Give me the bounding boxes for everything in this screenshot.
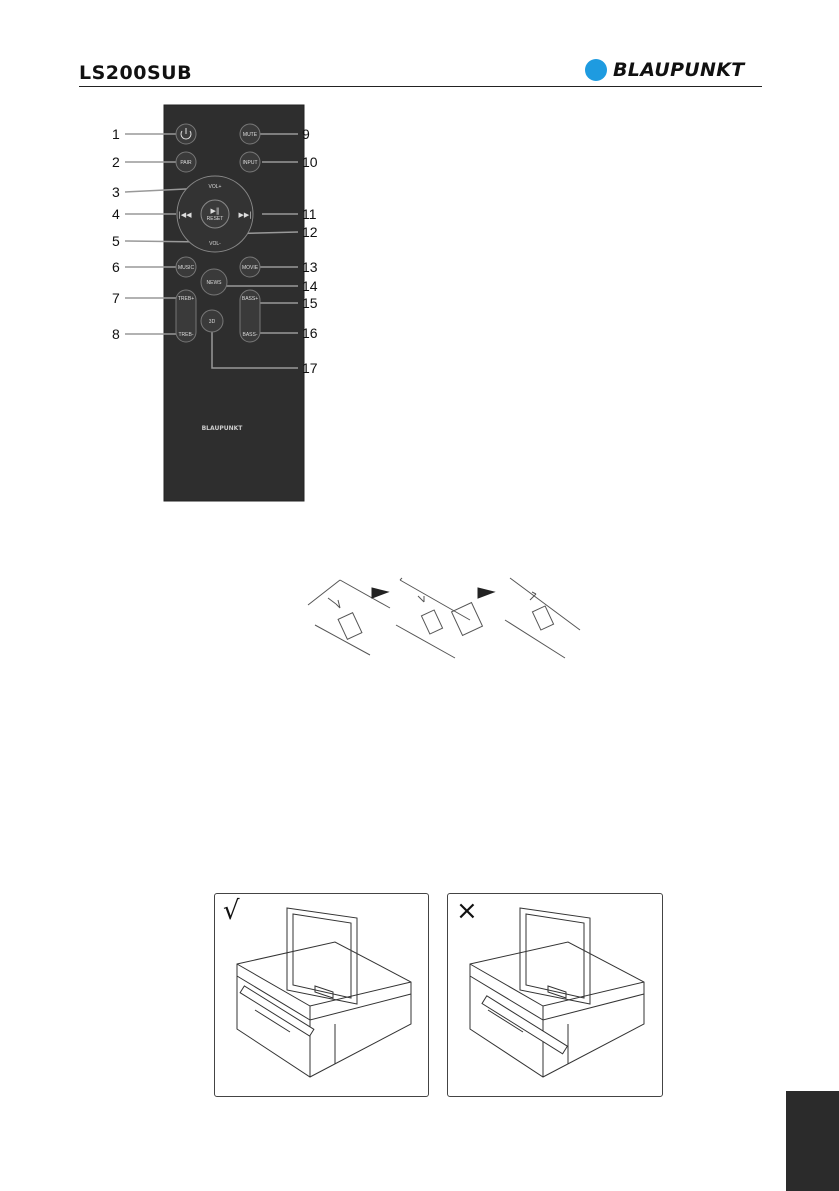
battery-icon-3: [532, 606, 553, 630]
callout-12: 12: [302, 224, 318, 240]
previous-icon: |◀◀: [178, 211, 192, 219]
callout-4: 4: [112, 206, 120, 222]
reset-label: RESET: [206, 216, 224, 222]
correct-placement-panel: [214, 893, 429, 1097]
callout-14: 14: [302, 278, 318, 294]
battery-icon-2: [421, 610, 442, 634]
battery-step-2: [396, 578, 482, 658]
tv-cabinet: [237, 942, 411, 1077]
pair-label: PAIR: [180, 160, 192, 166]
battery-svg: [300, 570, 590, 660]
callout-8: 8: [112, 326, 120, 342]
mute-label: MUTE: [242, 132, 258, 138]
correct-placement-svg: [215, 894, 428, 1096]
callout-17: 17: [302, 360, 318, 376]
model-title: LS200SUB: [79, 62, 193, 84]
brand-name: BLAUPUNKT: [613, 59, 745, 81]
language-tab: [786, 1091, 839, 1191]
battery-detail-box: [452, 603, 483, 636]
remote-svg: [100, 100, 340, 505]
header-rule: [79, 86, 762, 87]
callout-3: 3: [112, 184, 120, 200]
incorrect-placement-svg: [448, 894, 662, 1096]
play-pause-icon: ▶‖: [210, 207, 220, 215]
callout-11: 11: [302, 206, 317, 222]
bass-down-label: BASS-: [242, 332, 258, 338]
cross-icon: ×: [456, 896, 478, 926]
battery-diagram: [300, 570, 590, 660]
input-label: INPUT: [242, 160, 258, 166]
treb-down-label: TREB-: [178, 332, 194, 338]
battery-step-3: [505, 578, 580, 658]
vol-up-label: VOL+: [208, 184, 222, 190]
bass-up-label: BASS+: [241, 296, 259, 302]
callout-16: 16: [302, 325, 318, 341]
callout-1: 1: [112, 126, 120, 142]
arrow-icon: [372, 588, 388, 598]
callout-7: 7: [112, 290, 120, 306]
callout-15: 15: [302, 295, 318, 311]
callout-10: 10: [302, 154, 318, 170]
remote-logo: BLAUPUNKT: [201, 425, 243, 432]
incorrect-placement-panel: [447, 893, 663, 1097]
movie-label: MOVIE: [241, 265, 259, 271]
next-icon: ▶▶|: [238, 211, 252, 219]
vol-down-label: VOL-: [209, 241, 221, 247]
brand-logo: [585, 57, 745, 83]
callout-5: 5: [112, 233, 120, 249]
battery-icon: [338, 613, 362, 640]
music-label: MUSIC: [177, 265, 195, 271]
callout-6: 6: [112, 259, 120, 275]
remote-diagram: [100, 100, 340, 505]
callout-9: 9: [302, 126, 310, 142]
news-label: NEWS: [206, 280, 222, 286]
treb-up-label: TREB+: [177, 296, 195, 302]
arrow-icon-2: [478, 588, 494, 598]
three-d-label: 3D: [208, 319, 216, 325]
callout-2: 2: [112, 154, 120, 170]
check-icon: √: [223, 896, 240, 926]
callout-13: 13: [302, 259, 318, 275]
brand-dot-icon: [585, 59, 607, 81]
